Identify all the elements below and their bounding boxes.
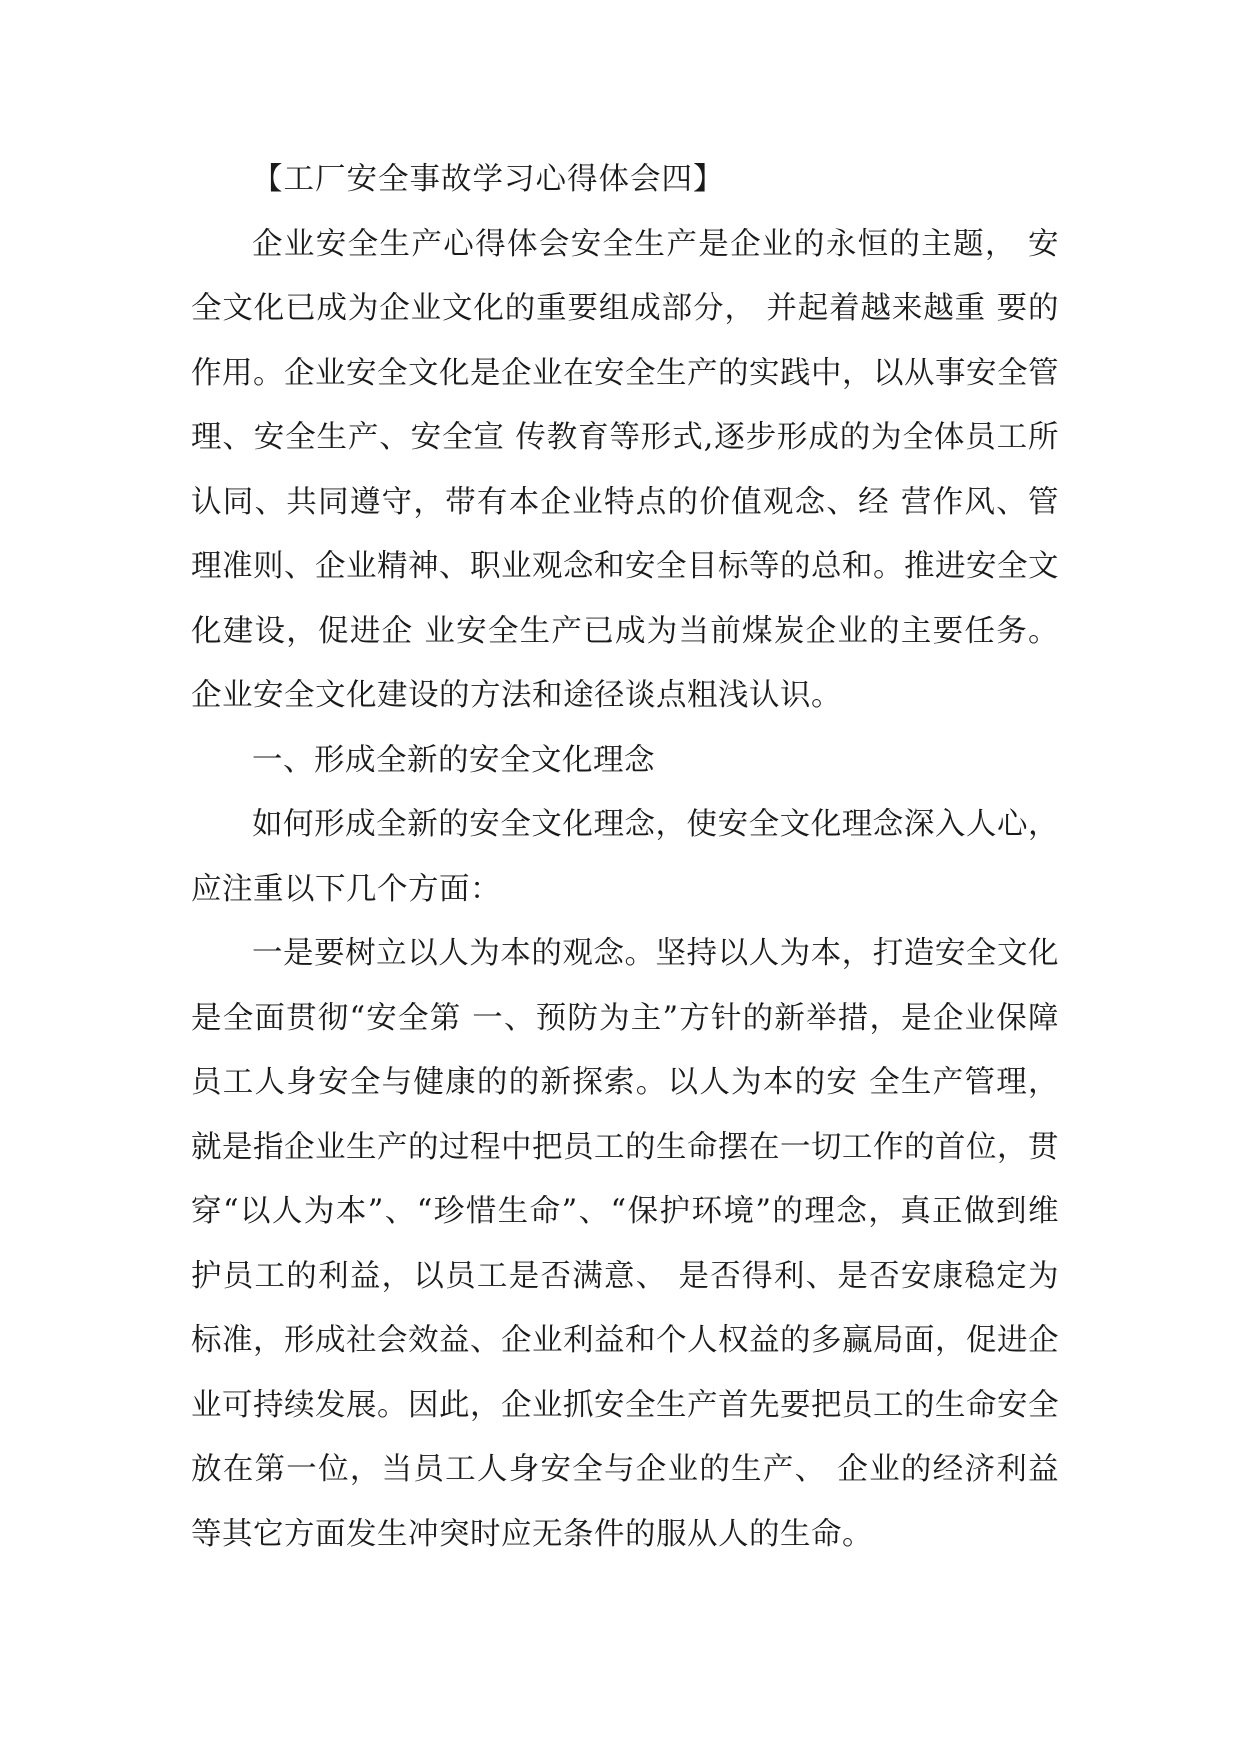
document-page: [191, 148, 1059, 1567]
paragraph-intro: 企业安全生产心得体会安全生产是企业的永恒的主题， 安全文化已成为企业文化的重要组成部分， 并起着越来越重 要的作用。企业安全文化是企业在安全生产的实践中，以从事安全管理、安全生产、安全宣 传教育等形式,逐步形成的为全体员工所认同、共同遵守，带有本企业特点的价值观念、经 营作风、管理准则、企业精神、职业观念和安全目标等的总和。推进安全文化建设，促进企 业安全生产已成为当前煤炭企业的主要任务。企业安全文化建设的方法和途径谈点粗浅认识。: [191, 226, 1059, 713]
section-heading: 一、形成全新的安全文化理念: [252, 742, 655, 778]
document-title: 【工厂安全事故学习心得体会四】: [252, 162, 725, 197]
paragraph-point-one: 一是要树立以人为本的观念。坚持以人为本，打造安全文化是全面贯彻“安全第 一、预防为主”方针的新举措，是企业保障员工人身安全与健康的的新探索。以人为本的安 全生产管理，就是指企业生产的过程中把员工的生命摆在一切工作的首位，贯穿“以人为本”、“珍惜生命”、“保护环境”的理念，真正做到维护员工的利益，以员工是否满意、 是否得利、是否安康稳定为标准，形成社会效益、企业利益和个人权益的多赢局面，促进企 业可持续发展。因此，企业抓安全生产首先要把员工的生命安全放在第一位，当员工人身安全与企业的生产、 企业的经济利益等其它方面发生冲突时应无条件的服从人的生命。: [191, 936, 1059, 1552]
paragraph-question: 如何形成全新的安全文化理念，使安全文化理念深入人心，应注重以下几个方面：: [191, 807, 1059, 907]
